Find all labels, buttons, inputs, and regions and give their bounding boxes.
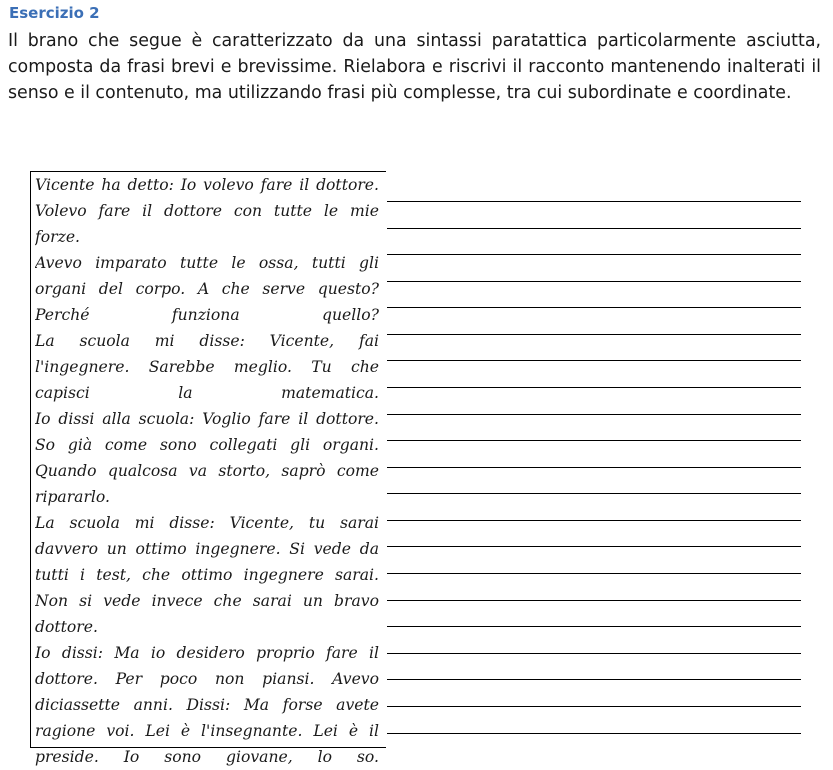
answer-line[interactable] xyxy=(387,281,801,282)
passage-line: dottore. Per poco non piansi. Avevo xyxy=(35,670,379,688)
answer-line[interactable] xyxy=(387,706,801,707)
passage-line: l'ingegnere. Sarebbe meglio. Tu che xyxy=(35,358,379,376)
passage-line: Quando qualcosa va storto, saprò come xyxy=(35,462,379,480)
answer-line[interactable] xyxy=(387,600,801,601)
answer-line[interactable] xyxy=(387,387,801,388)
passage-line: Avevo imparato tutte le ossa, tutti gli xyxy=(35,254,379,272)
passage-line: Non si vede invece che sarai un bravo xyxy=(35,592,379,610)
answer-line[interactable] xyxy=(387,307,801,308)
answer-line[interactable] xyxy=(387,414,801,415)
answer-line[interactable] xyxy=(387,254,801,255)
passage-line: Vicente ha detto: Io volevo fare il dottore. xyxy=(35,176,379,194)
answer-line[interactable] xyxy=(387,626,801,627)
passage-line: Volevo fare il dottore con tutte le mie xyxy=(35,202,379,220)
passage-line: preside. Io sono giovane, lo so. xyxy=(35,748,379,766)
answer-line[interactable] xyxy=(387,493,801,494)
answer-line[interactable] xyxy=(387,440,801,441)
answer-line[interactable] xyxy=(387,733,801,734)
answer-line[interactable] xyxy=(387,360,801,361)
passage-line: organi del corpo. A che serve questo? xyxy=(35,280,379,298)
passage-line: ripararlo. xyxy=(35,488,110,506)
answer-line[interactable] xyxy=(387,573,801,574)
passage-line: forze. xyxy=(35,228,81,246)
answer-line[interactable] xyxy=(387,679,801,680)
passage-text xyxy=(35,172,379,770)
passage-line: capisci la matematica. xyxy=(35,384,379,402)
exercise-title: Esercizio 2 xyxy=(9,4,100,22)
answer-line[interactable] xyxy=(387,546,801,547)
answer-line[interactable] xyxy=(387,201,801,202)
answer-line[interactable] xyxy=(387,228,801,229)
answer-line[interactable] xyxy=(387,653,801,654)
exercise-instructions: Il brano che segue è caratterizzato da una sintassi paratattica particolarmente asciutta, composta da frasi brevi e brevissime. Rielabora e riscrivi il racconto mantenendo inalterati il senso e il contenuto, ma utilizzando frasi più complesse, tra cui subordinate e coordinate. xyxy=(8,31,821,103)
answer-line[interactable] xyxy=(387,467,801,468)
passage-line: tutti i test, che ottimo ingegnere sarai. xyxy=(35,566,379,584)
passage-line: Io dissi: Ma io desidero proprio fare il xyxy=(35,644,379,662)
passage-line: diciassette anni. Dissi: Ma forse avete xyxy=(35,696,379,714)
passage-line: dottore. xyxy=(35,618,98,636)
passage-line: La scuola mi disse: Vicente, fai xyxy=(35,332,379,350)
passage-line: ragione voi. Lei è l'insegnante. Lei è il xyxy=(35,722,379,740)
passage-line: Io dissi alla scuola: Voglio fare il dottore. xyxy=(35,410,379,428)
passage-line: Perché funziona quello? xyxy=(35,306,379,324)
passage-line: La scuola mi disse: Vicente, tu sarai xyxy=(35,514,379,532)
passage-line: davvero un ottimo ingegnere. Si vede da xyxy=(35,540,379,558)
answer-line[interactable] xyxy=(387,520,801,521)
passage-line: So già come sono collegati gli organi. xyxy=(35,436,379,454)
answer-line[interactable] xyxy=(387,334,801,335)
